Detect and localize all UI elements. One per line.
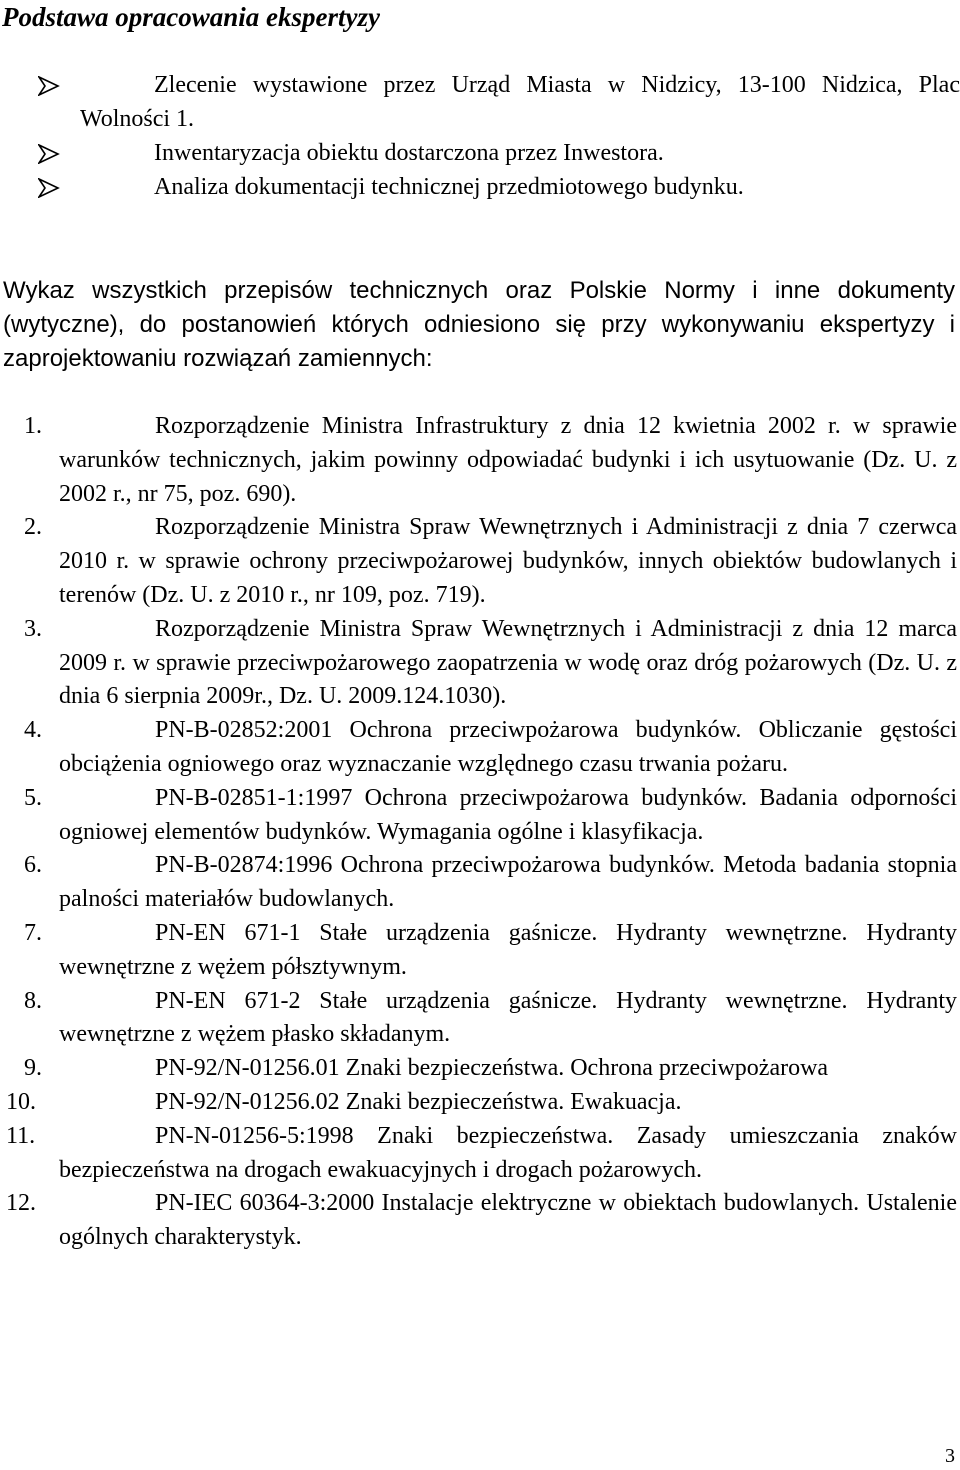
bullet-text: Zlecenie wystawione przez Urząd Miasta w Nidzicy, 13-100 Nidzica, Plac Wolności 1. [80, 72, 960, 132]
reference-text: Rozporządzenie Ministra Spraw Wewnętrznych i Administracji z dnia 12 marca 2009 r. w sprawie przeciwpożarowego zaopatrzenia w wodę oraz dróg pożarowych (Dz. U. z dnia 6 sierpnia 2009r., Dz. U. 2009.124.1030). [59, 615, 957, 710]
bullet-list [0, 68, 960, 204]
reference-text: PN-IEC 60364-3:2000 Instalacje elektryczne w obiektach budowlanych. Ustalenie ogólnych charakterystyk. [59, 1190, 957, 1251]
page-number: 3 [945, 1445, 955, 1467]
section-heading: Podstawa opracowania ekspertyzy [2, 2, 380, 32]
reference-number: 10. [6, 1088, 36, 1115]
reference-number: 1. [24, 413, 42, 439]
reference-text: PN-EN 671-1 Stałe urządzenia gaśnicze. Hydranty wewnętrzne. Hydranty wewnętrzne z wężem półsztywnym. [59, 919, 957, 980]
reference-item [0, 511, 960, 612]
reference-text: Rozporządzenie Ministra Spraw Wewnętrznych i Administracji z dnia 7 czerwca 2010 r. w sprawie ochrony przeciwpożarowej budynków, innych obiektów budowlanych i terenów (Dz. U. z 2010 r., nr 109, poz. 719). [59, 514, 957, 608]
reference-text: PN-N-01256-5:1998 Znaki bezpieczeństwa. Zasady umieszczania znaków bezpieczeństwa na drogach ewakuacyjnych i drogach pożarowych. [59, 1122, 957, 1183]
reference-item [0, 1120, 960, 1188]
reference-text: PN-B-02851-1:1997 Ochrona przeciwpożarowa budynków. Badania odporności ogniowej elementów budynków. Wymagania ogólne i klasyfikacja. [59, 784, 957, 845]
reference-item [0, 985, 960, 1053]
reference-text: Rozporządzenie Ministra Infrastruktury z dnia 12 kwietnia 2002 r. w sprawie warunków technicznych, jakim powinny odpowiadać budynki i ich usytuowanie (Dz. U. z 2002 r., nr 75, poz. 690). [59, 413, 957, 507]
reference-number: 3. [24, 615, 42, 642]
bullet-item [0, 170, 960, 204]
reference-item [0, 917, 960, 985]
reference-item [0, 613, 960, 714]
reference-text: PN-B-02852:2001 Ochrona przeciwpożarowa budynków. Obliczanie gęstości obciążenia ogniowego oraz wyznaczanie względnego czasu trwania pożaru. [59, 717, 957, 777]
bullet-text: Inwentaryzacja obiektu dostarczona przez Inwestora. [154, 140, 664, 166]
intro-paragraph: Wykaz wszystkich przepisów technicznych oraz Polskie Normy i inne dokumenty (wytyczne), do postanowień których odniesiono się przy wykonywaniu ekspertyzy i zaprojektowaniu rozwiązań zamiennych: [3, 277, 955, 372]
arrowhead-bullet-icon [38, 170, 62, 198]
reference-number: 9. [24, 1055, 42, 1082]
reference-item [0, 1052, 960, 1086]
reference-number: 11. [6, 1122, 36, 1149]
reference-number: 12. [6, 1190, 36, 1217]
bullet-item [0, 136, 960, 170]
reference-text: PN-92/N-01256.01 Znaki bezpieczeństwa. Ochrona przeciwpożarowa [155, 1055, 829, 1082]
reference-item [0, 782, 960, 850]
reference-item [0, 714, 960, 782]
reference-text: PN-EN 671-2 Stałe urządzenia gaśnicze. Hydranty wewnętrzne. Hydranty wewnętrzne z wężem płasko składanym. [59, 987, 957, 1048]
reference-item [0, 849, 960, 917]
reference-number: 6. [24, 852, 42, 879]
arrowhead-bullet-icon [38, 136, 62, 164]
bullet-item [0, 68, 960, 136]
reference-number: 8. [24, 987, 42, 1014]
reference-number: 4. [24, 717, 42, 744]
reference-item [0, 1086, 960, 1120]
bullet-text: Analiza dokumentacji technicznej przedmiotowego budynku. [154, 174, 744, 200]
reference-item [0, 410, 960, 511]
reference-number: 5. [24, 784, 42, 811]
references-list [0, 410, 960, 1255]
reference-text: PN-92/N-01256.02 Znaki bezpieczeństwa. Ewakuacja. [155, 1088, 682, 1115]
reference-text: PN-B-02874:1996 Ochrona przeciwpożarowa budynków. Metoda badania stopnia palności materiałów budowlanych. [59, 852, 957, 913]
reference-number: 2. [24, 514, 42, 541]
reference-item [0, 1187, 960, 1255]
arrowhead-bullet-icon [38, 68, 62, 96]
reference-number: 7. [24, 919, 42, 946]
